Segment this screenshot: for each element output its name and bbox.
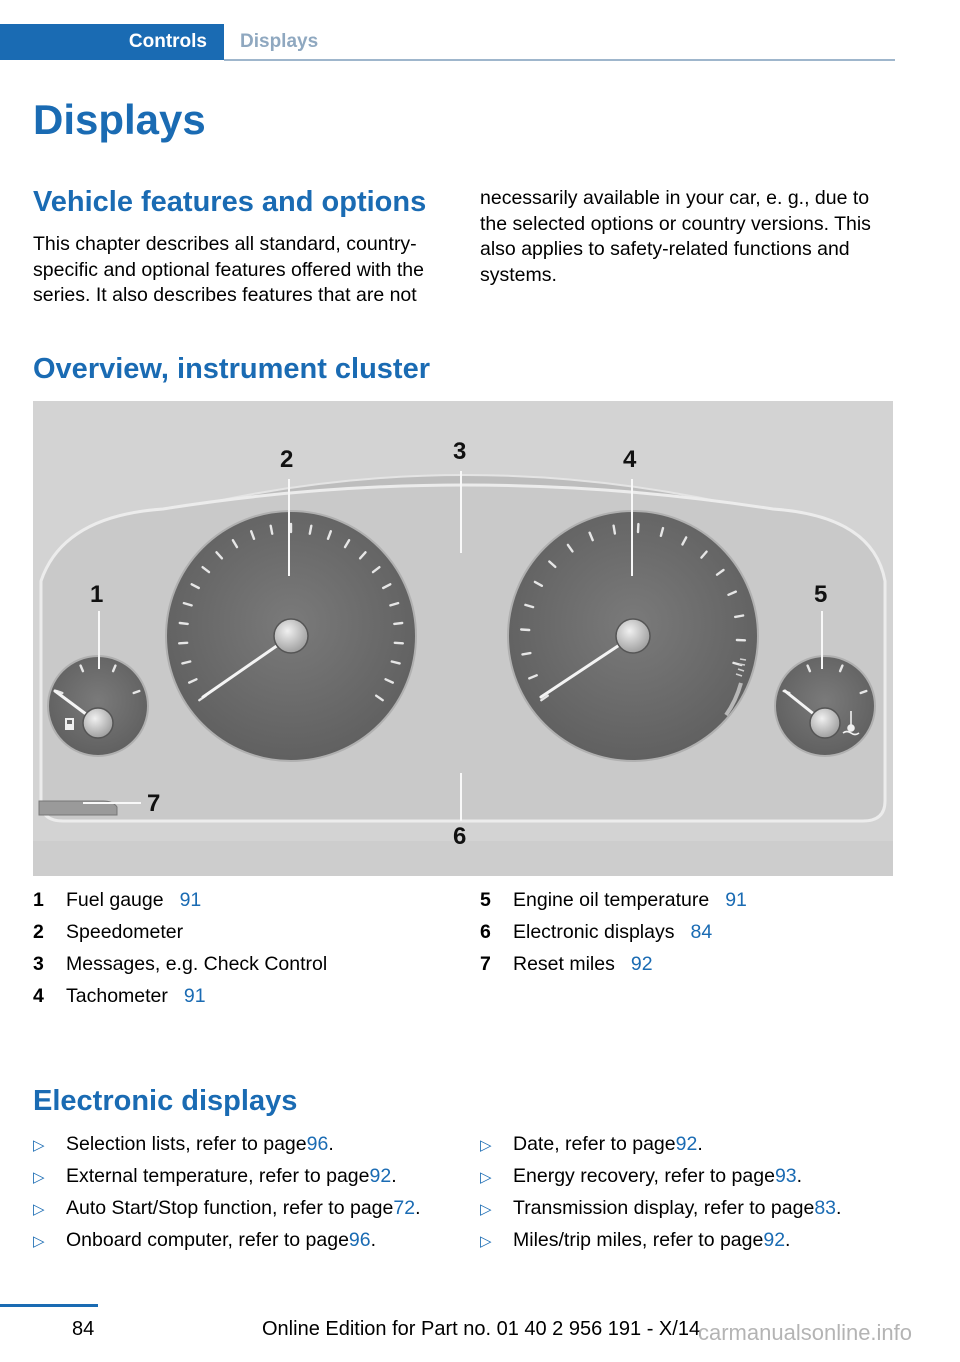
list-item [33, 1229, 421, 1261]
callout-1: 1 [90, 581, 104, 608]
callout-6: 6 [453, 823, 467, 850]
legend-item [33, 889, 327, 921]
period: . [370, 1229, 377, 1251]
dial-tick [271, 526, 273, 534]
vehicle-features-text-col2 [480, 186, 871, 288]
electronic-displays-heading: Electronic displays [33, 1085, 298, 1117]
legend-item [480, 889, 747, 921]
paragraph-line: series. It also describes features that are not [33, 284, 417, 306]
list-item [33, 1197, 421, 1229]
legend-num: 1 [33, 889, 44, 911]
legend-item [480, 921, 747, 953]
paragraph-line: necessarily available in your car, e. g., due to [480, 187, 870, 209]
paragraph-line: This chapter describes all standard, country- [33, 233, 417, 255]
period: . [415, 1197, 421, 1219]
list-item-text: Selection lists, refer to page [66, 1133, 307, 1155]
legend-num: 7 [480, 953, 491, 975]
legend-page-ref[interactable]: 84 [690, 921, 713, 943]
list-item-text: Date, refer to page [513, 1133, 676, 1155]
page-title: Displays [33, 96, 206, 143]
callout-3: 3 [453, 438, 467, 465]
tab-controls[interactable]: Controls [0, 24, 224, 60]
legend-page-ref[interactable]: 91 [725, 889, 747, 911]
page-number: 84 [72, 1318, 95, 1340]
legend-num: 4 [33, 985, 44, 1007]
legend-col2 [480, 889, 747, 985]
legend-item [480, 953, 747, 985]
vehicle-features-text-col1 [33, 232, 424, 309]
list-item-text: Miles/trip miles, refer to page [513, 1229, 764, 1251]
page-link[interactable]: 92 [675, 1133, 698, 1155]
list-item [33, 1165, 421, 1197]
legend-page-ref[interactable]: 91 [179, 889, 202, 911]
period: . [796, 1165, 803, 1187]
bullet-triangle-icon: ▷ [480, 1169, 492, 1186]
overview-heading: Overview, instrument cluster [33, 353, 431, 385]
callout-4: 4 [623, 446, 637, 473]
dial-tick [394, 623, 402, 624]
dial-tick [310, 526, 312, 534]
dial-tick [180, 623, 188, 624]
fuel-pump-icon [65, 718, 74, 730]
legend-label: Tachometer [66, 985, 168, 1007]
callout-7: 7 [147, 790, 161, 817]
list-item [480, 1133, 841, 1165]
list-item-text: Auto Start/Stop function, refer to page [66, 1197, 394, 1219]
page-link[interactable]: 92 [369, 1165, 392, 1187]
footer-rule [0, 1304, 98, 1307]
legend-col1 [33, 889, 327, 1017]
footer-edition: Online Edition for Part no. 01 40 2 956 191 - X/14 [262, 1318, 701, 1340]
legend-label: Engine oil temperature [513, 889, 710, 911]
dial-tick [521, 630, 529, 631]
period: . [391, 1165, 397, 1187]
oil-temperature-dial [775, 656, 875, 756]
bullet-triangle-icon: ▷ [33, 1233, 45, 1250]
legend-page-ref[interactable]: 92 [630, 953, 653, 975]
legend-num: 6 [480, 921, 491, 943]
bullet-list-col1 [33, 1133, 421, 1261]
legend-label: Speedometer [66, 921, 184, 943]
legend-item [33, 985, 327, 1017]
period: . [836, 1197, 842, 1219]
list-item-text: Energy recovery, refer to page [513, 1165, 775, 1187]
paragraph-line: specific and optional features offered with the [33, 258, 424, 281]
bullet-triangle-icon: ▷ [480, 1137, 492, 1154]
dial-tick [523, 653, 531, 654]
legend-label: Messages, e.g. Check Control [66, 953, 328, 975]
list-item [33, 1133, 421, 1165]
legend-num: 2 [33, 921, 44, 943]
paragraph-line: systems. [480, 263, 557, 286]
legend-item [33, 921, 327, 953]
page-link[interactable]: 72 [393, 1197, 416, 1219]
bullet-triangle-icon: ▷ [33, 1169, 45, 1186]
header-rule [224, 59, 895, 61]
paragraph-line: the selected options or country versions. This [480, 212, 871, 235]
list-item [480, 1229, 841, 1261]
callout-2: 2 [280, 446, 294, 473]
legend-label: Fuel gauge [66, 889, 164, 911]
page-link[interactable]: 96 [306, 1133, 329, 1155]
fuel-gauge-dial [48, 656, 148, 756]
bullet-triangle-icon: ▷ [33, 1201, 45, 1218]
bullet-list-col2 [480, 1133, 841, 1261]
page-link[interactable]: 96 [348, 1229, 371, 1251]
tab-displays[interactable]: Displays [240, 31, 319, 52]
legend-item [33, 953, 327, 985]
vehicle-features-heading: Vehicle features and options [33, 186, 427, 218]
legend-label: Reset miles [513, 953, 615, 975]
list-item-text: Onboard computer, refer to page [66, 1229, 349, 1251]
page-link[interactable]: 83 [814, 1197, 837, 1219]
page-link[interactable]: 92 [763, 1229, 786, 1251]
list-item-text: Transmission display, refer to page [513, 1197, 815, 1219]
bullet-triangle-icon: ▷ [480, 1233, 492, 1250]
dial-tick [395, 643, 403, 644]
page-link[interactable]: 93 [774, 1165, 797, 1187]
legend-num: 3 [33, 953, 44, 975]
paragraph-line: also applies to safety-related functions and [480, 238, 850, 260]
legend-label: Electronic displays [513, 921, 675, 943]
callout-5: 5 [814, 581, 828, 608]
list-item-text: External temperature, refer to page [66, 1165, 370, 1187]
dial-tick [735, 616, 743, 617]
bullet-triangle-icon: ▷ [480, 1201, 492, 1218]
legend-num: 5 [480, 889, 491, 911]
legend-page-ref[interactable]: 91 [183, 985, 206, 1007]
bullet-triangle-icon: ▷ [33, 1137, 45, 1154]
period: . [328, 1133, 334, 1155]
list-item [480, 1165, 841, 1197]
watermark: carmanualsonline.info [698, 1320, 913, 1345]
period: . [697, 1133, 703, 1155]
dial-tick [614, 526, 615, 534]
dial-tick [179, 643, 187, 644]
header-tabbar [0, 24, 895, 62]
list-item [480, 1197, 841, 1229]
period: . [785, 1229, 791, 1251]
instrument-cluster-illustration [33, 401, 893, 876]
